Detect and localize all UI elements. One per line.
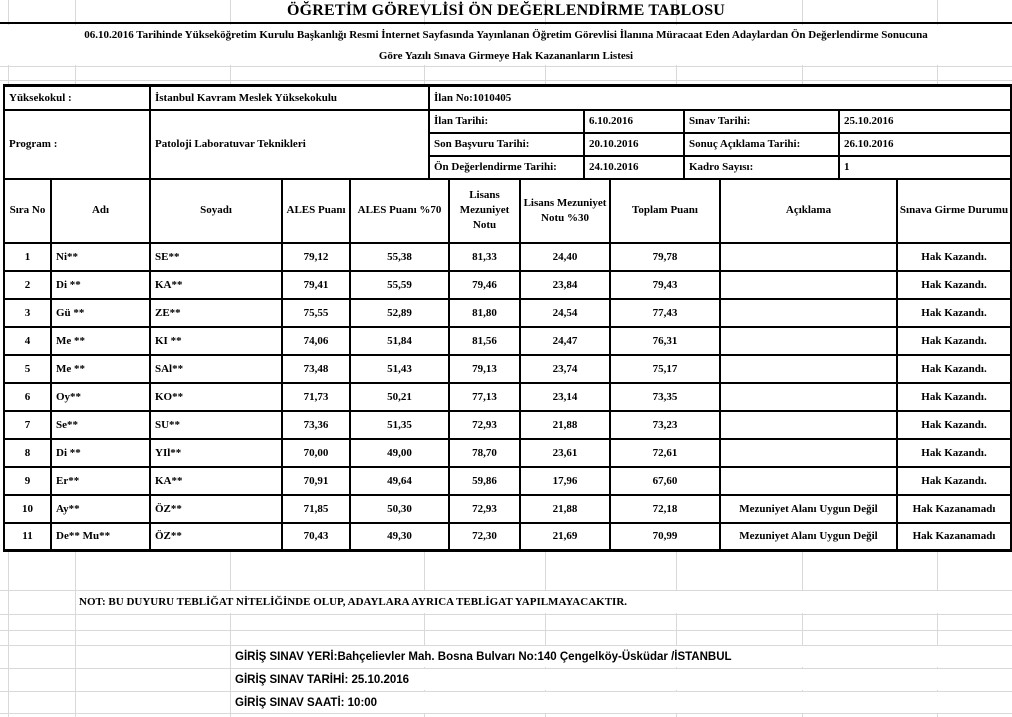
- table-cell: [720, 243, 897, 271]
- table-cell: [720, 467, 897, 495]
- table-row: [4, 467, 1011, 495]
- table-cell: SU**: [150, 411, 282, 439]
- table-cell: 49,30: [350, 523, 449, 551]
- table-cell: 72,18: [610, 495, 720, 523]
- column-header-adi: Adı: [51, 179, 150, 243]
- kadro-sayisi-label: Kadro Sayısı:: [684, 156, 839, 179]
- info-table: [3, 84, 1012, 180]
- table-cell: Se**: [51, 411, 150, 439]
- gridline: [0, 614, 1012, 615]
- table-cell: 8: [4, 439, 51, 467]
- table-row: [4, 439, 1011, 467]
- table-cell: Hak Kazandı.: [897, 355, 1011, 383]
- title-rule: [0, 22, 1012, 24]
- table-cell: 23,61: [520, 439, 610, 467]
- table-cell: 79,43: [610, 271, 720, 299]
- on-degerlendirme-value: 24.10.2016: [584, 156, 684, 179]
- table-cell: Er**: [51, 467, 150, 495]
- table-cell: 72,93: [449, 411, 520, 439]
- table-cell: [720, 411, 897, 439]
- table-cell: KO**: [150, 383, 282, 411]
- table-cell: [720, 355, 897, 383]
- table-cell: 75,55: [282, 299, 350, 327]
- table-cell: 70,00: [282, 439, 350, 467]
- table-cell: 55,38: [350, 243, 449, 271]
- table-cell: 81,33: [449, 243, 520, 271]
- table-row: [4, 411, 1011, 439]
- table-cell: 23,14: [520, 383, 610, 411]
- exam-date-line: GİRİŞ SINAV TARİHİ: 25.10.2016: [233, 669, 1012, 690]
- table-cell: Gü **: [51, 299, 150, 327]
- table-cell: Hak Kazanamadı: [897, 523, 1011, 551]
- yuksekokul-value: İstanbul Kavram Meslek Yüksekokulu: [150, 86, 429, 110]
- ilan-tarihi-value: 6.10.2016: [584, 110, 684, 133]
- table-cell: 55,59: [350, 271, 449, 299]
- table-cell: 11: [4, 523, 51, 551]
- column-header-ales-puani: ALES Puanı: [282, 179, 350, 243]
- table-cell: 79,78: [610, 243, 720, 271]
- table-cell: Di **: [51, 439, 150, 467]
- table-cell: Oy**: [51, 383, 150, 411]
- table-cell: 73,35: [610, 383, 720, 411]
- table-cell: 3: [4, 299, 51, 327]
- table-cell: 21,88: [520, 495, 610, 523]
- table-cell: 81,56: [449, 327, 520, 355]
- table-cell: 6: [4, 383, 51, 411]
- table-cell: [720, 327, 897, 355]
- ilan-no: İlan No:1010405: [429, 86, 1011, 110]
- table-cell: 72,61: [610, 439, 720, 467]
- table-cell: 7: [4, 411, 51, 439]
- son-basvuru-value: 20.10.2016: [584, 133, 684, 156]
- table-row: [4, 299, 1011, 327]
- table-cell: 81,80: [449, 299, 520, 327]
- table-row: [4, 383, 1011, 411]
- exam-time-line: GİRİŞ SINAV SAATİ: 10:00: [233, 692, 1012, 713]
- table-cell: Di **: [51, 271, 150, 299]
- table-cell: Ay**: [51, 495, 150, 523]
- column-header-ales-puani-70: ALES Puanı %70: [350, 179, 449, 243]
- table-cell: 51,35: [350, 411, 449, 439]
- table-cell: [720, 299, 897, 327]
- table-cell: 75,17: [610, 355, 720, 383]
- page-title: ÖĞRETİM GÖREVLİSİ ÖN DEĞERLENDİRME TABLOSU: [286, 2, 726, 19]
- column-header-lisans-notu-30: Lisans Mezuniyet Notu %30: [520, 179, 610, 243]
- table-cell: Hak Kazandı.: [897, 299, 1011, 327]
- results-tbody: [4, 243, 1011, 551]
- results-table: [3, 178, 1012, 553]
- gridline: [0, 630, 1012, 631]
- table-cell: Hak Kazanamadı: [897, 495, 1011, 523]
- column-header-soyadi: Soyadı: [150, 179, 282, 243]
- subtitle-line-1: 06.10.2016 Tarihinde Yükseköğretim Kurulu Başkanlığı Resmi İnternet Sayfasında Yayınlanan Öğretim Görevlisi İlanına Müracaat Eden Adaylardan Ön Değerlendirme Sonucuna: [84, 29, 928, 41]
- son-basvuru-label: Son Başvuru Tarihi:: [429, 133, 584, 156]
- table-cell: 24,54: [520, 299, 610, 327]
- table-cell: 1: [4, 243, 51, 271]
- program-label: Program :: [4, 110, 150, 179]
- table-cell: Me **: [51, 355, 150, 383]
- table-cell: 52,89: [350, 299, 449, 327]
- table-cell: Hak Kazandı.: [897, 271, 1011, 299]
- tables-wrapper: [3, 84, 1012, 552]
- table-cell: De** Mu**: [51, 523, 150, 551]
- table-cell: 49,00: [350, 439, 449, 467]
- table-row: [4, 271, 1011, 299]
- table-cell: Mezuniyet Alanı Uygun Değil: [720, 495, 897, 523]
- table-cell: YIl**: [150, 439, 282, 467]
- table-cell: 70,99: [610, 523, 720, 551]
- gridline: [0, 713, 1012, 714]
- table-cell: 72,30: [449, 523, 520, 551]
- ilan-tarihi-label: İlan Tarihi:: [429, 110, 584, 133]
- table-cell: Mezuniyet Alanı Uygun Değil: [720, 523, 897, 551]
- column-header-aciklama: Açıklama: [720, 179, 897, 243]
- header-row: [4, 179, 1011, 243]
- table-cell: Hak Kazandı.: [897, 467, 1011, 495]
- table-cell: ZE**: [150, 299, 282, 327]
- table-cell: KA**: [150, 271, 282, 299]
- table-cell: Hak Kazandı.: [897, 383, 1011, 411]
- table-cell: 17,96: [520, 467, 610, 495]
- program-value: Patoloji Laboratuvar Teknikleri: [150, 110, 429, 179]
- table-cell: 71,85: [282, 495, 350, 523]
- table-cell: 72,93: [449, 495, 520, 523]
- table-cell: 78,70: [449, 439, 520, 467]
- table-cell: 21,69: [520, 523, 610, 551]
- table-cell: 50,30: [350, 495, 449, 523]
- table-cell: 51,43: [350, 355, 449, 383]
- table-cell: 74,06: [282, 327, 350, 355]
- table-cell: ÖZ**: [150, 495, 282, 523]
- table-cell: 73,48: [282, 355, 350, 383]
- table-cell: SE**: [150, 243, 282, 271]
- table-cell: 23,84: [520, 271, 610, 299]
- table-cell: Hak Kazandı.: [897, 243, 1011, 271]
- table-cell: 9: [4, 467, 51, 495]
- table-cell: 67,60: [610, 467, 720, 495]
- table-cell: [720, 383, 897, 411]
- sonuc-aciklama-value: 26.10.2016: [839, 133, 1011, 156]
- table-cell: 50,21: [350, 383, 449, 411]
- table-cell: 23,74: [520, 355, 610, 383]
- sinav-tarihi-value: 25.10.2016: [839, 110, 1011, 133]
- table-cell: Hak Kazandı.: [897, 439, 1011, 467]
- table-row: [4, 355, 1011, 383]
- table-cell: 73,23: [610, 411, 720, 439]
- table-cell: Hak Kazandı.: [897, 411, 1011, 439]
- table-cell: 4: [4, 327, 51, 355]
- table-cell: 71,73: [282, 383, 350, 411]
- table-row: [4, 327, 1011, 355]
- table-cell: 76,31: [610, 327, 720, 355]
- table-row: [4, 243, 1011, 271]
- table-cell: Me **: [51, 327, 150, 355]
- table-cell: 77,43: [610, 299, 720, 327]
- table-cell: 79,13: [449, 355, 520, 383]
- table-cell: 51,84: [350, 327, 449, 355]
- table-cell: KA**: [150, 467, 282, 495]
- subtitle-line-2: Göre Yazılı Sınava Girmeye Hak Kazananların Listesi: [378, 50, 634, 62]
- sinav-tarihi-label: Sınav Tarihi:: [684, 110, 839, 133]
- table-row: [4, 495, 1011, 523]
- gridline: [0, 80, 1012, 81]
- table-cell: 70,91: [282, 467, 350, 495]
- table-cell: 70,43: [282, 523, 350, 551]
- table-cell: 79,46: [449, 271, 520, 299]
- on-degerlendirme-label: Ön Değerlendirme Tarihi:: [429, 156, 584, 179]
- table-cell: 79,12: [282, 243, 350, 271]
- table-cell: 49,64: [350, 467, 449, 495]
- column-header-toplam-puani: Toplam Puanı: [610, 179, 720, 243]
- table-cell: Hak Kazandı.: [897, 327, 1011, 355]
- note-text: NOT: BU DUYURU TEBLİĞAT NİTELİĞİNDE OLUP, ADAYLARA AYRICA TEBLİGAT YAPILMAYACAKTIR.: [76, 591, 1010, 613]
- table-cell: 59,86: [449, 467, 520, 495]
- table-cell: SAl**: [150, 355, 282, 383]
- table-cell: 77,13: [449, 383, 520, 411]
- table-row: [4, 523, 1011, 551]
- table-cell: 10: [4, 495, 51, 523]
- exam-place-line: GİRİŞ SINAV YERİ:Bahçelievler Mah. Bosna Bulvarı No:140 Çengelköy-Üsküdar /İSTANBUL: [233, 646, 1012, 667]
- table-cell: 24,40: [520, 243, 610, 271]
- table-cell: [720, 439, 897, 467]
- table-cell: ÖZ**: [150, 523, 282, 551]
- column-header-sinava-girme-durumu: Sınava Girme Durumu: [897, 179, 1011, 243]
- gridline: [0, 66, 1012, 67]
- table-cell: [720, 271, 897, 299]
- table-cell: 5: [4, 355, 51, 383]
- column-header-sira-no: Sıra No: [4, 179, 51, 243]
- table-cell: 73,36: [282, 411, 350, 439]
- column-header-lisans-notu: Lisans Mezuniyet Notu: [449, 179, 520, 243]
- table-cell: 21,88: [520, 411, 610, 439]
- sonuc-aciklama-label: Sonuç Açıklama Tarihi:: [684, 133, 839, 156]
- table-cell: KI **: [150, 327, 282, 355]
- table-cell: 79,41: [282, 271, 350, 299]
- yuksekokul-label: Yüksekokul :: [4, 86, 150, 110]
- table-cell: Ni**: [51, 243, 150, 271]
- kadro-sayisi-value: 1: [839, 156, 1011, 179]
- table-cell: 2: [4, 271, 51, 299]
- table-cell: 24,47: [520, 327, 610, 355]
